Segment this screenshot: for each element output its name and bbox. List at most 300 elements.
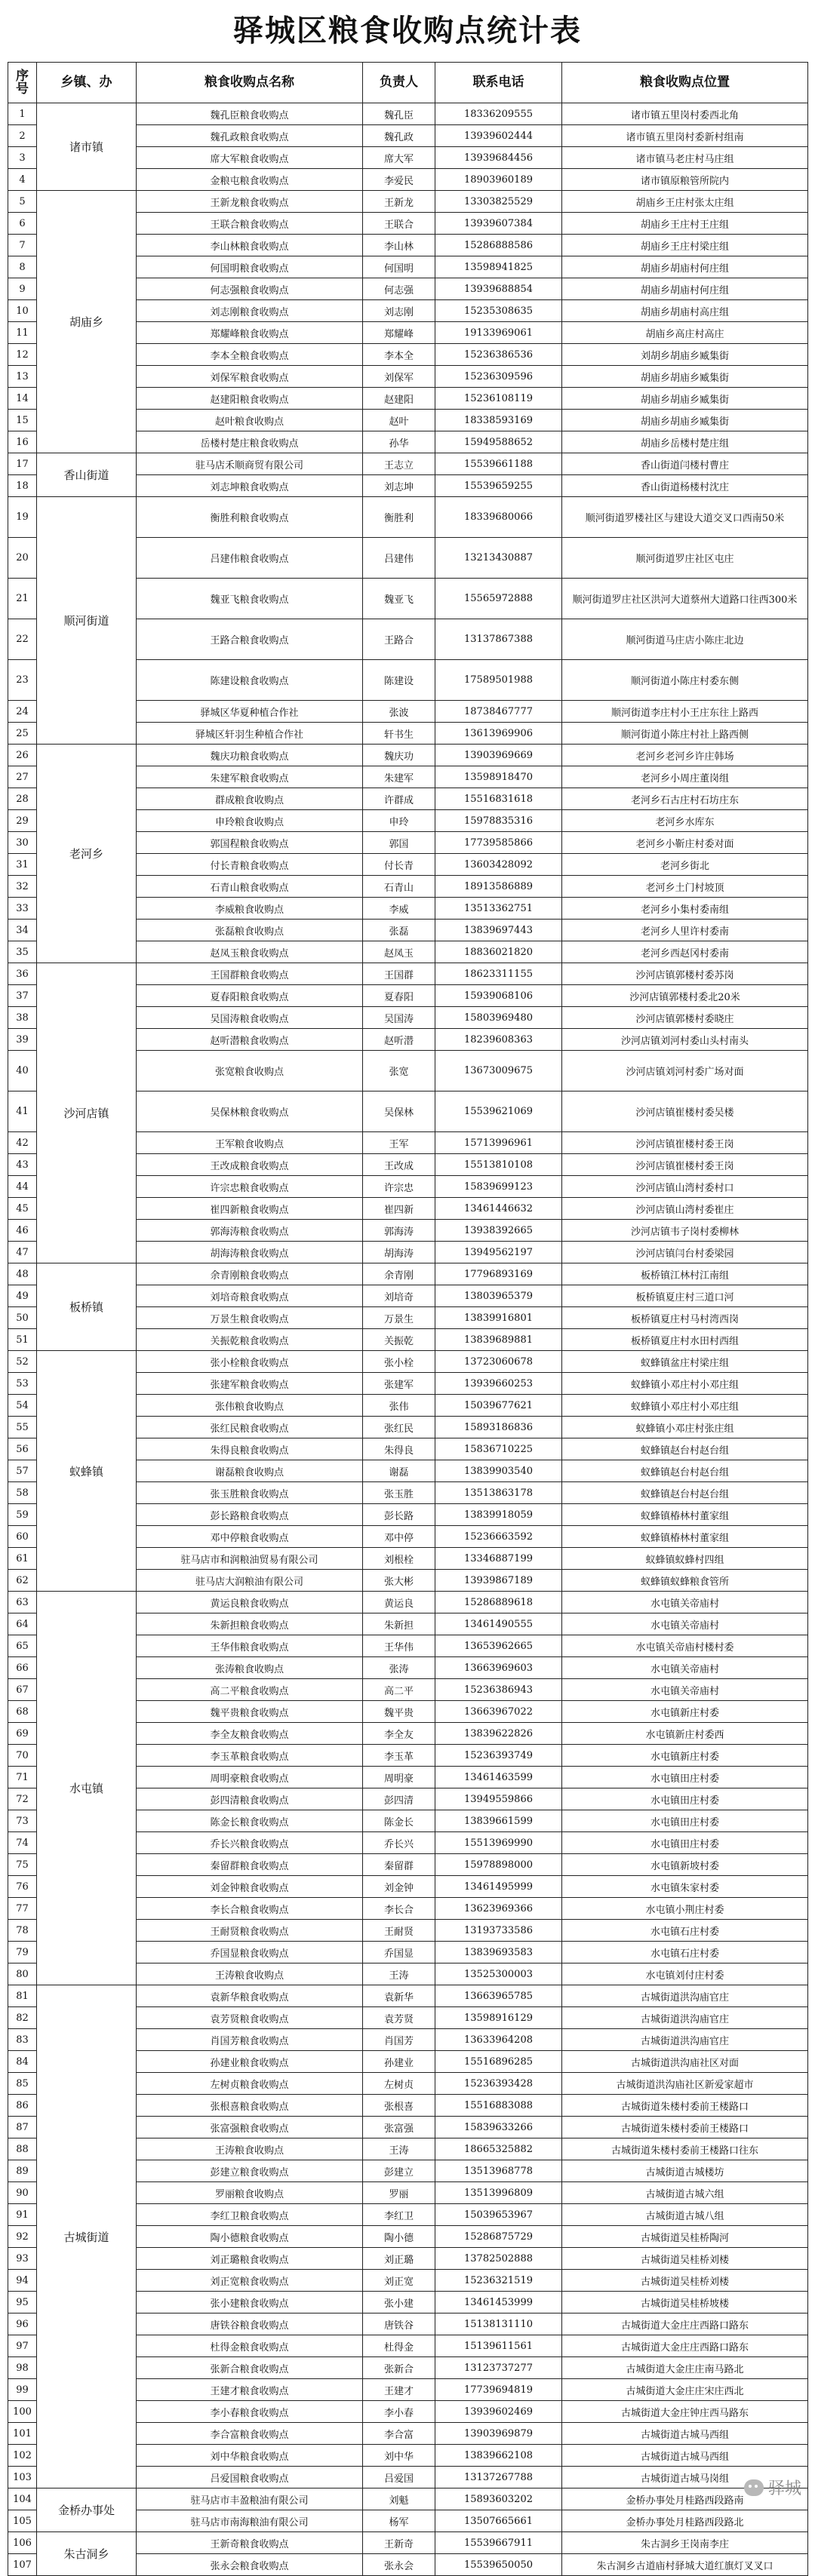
cell-name: 张红民粮食收购点 — [137, 1417, 363, 1438]
cell-phone: 15236386943 — [435, 1679, 562, 1701]
cell-person: 唐铁谷 — [363, 2313, 435, 2335]
cell-no: 2 — [8, 125, 37, 147]
cell-name: 关振乾粮食收购点 — [137, 1329, 363, 1351]
cell-phone: 13513968778 — [435, 2160, 562, 2182]
cell-name: 彭长路粮食收购点 — [137, 1504, 363, 1526]
cell-name: 驻马店市丰盈粮油有限公司 — [137, 2488, 363, 2510]
cell-name: 刘金钟粮食收购点 — [137, 1876, 363, 1898]
cell-location: 胡庙乡胡庙村何庄组 — [562, 278, 808, 300]
cell-name: 驻马店市南海粮油有限公司 — [137, 2510, 363, 2532]
cell-name: 彭建立粮食收购点 — [137, 2160, 363, 2182]
cell-name: 张小栓粮食收购点 — [137, 1351, 363, 1373]
cell-phone: 18239608363 — [435, 1029, 562, 1051]
cell-no: 79 — [8, 1942, 37, 1963]
cell-person: 赵叶 — [363, 410, 435, 431]
cell-town: 板桥镇 — [37, 1263, 137, 1351]
cell-location: 水屯镇新坡村委 — [562, 1854, 808, 1876]
cell-name: 李全友粮食收购点 — [137, 1723, 363, 1745]
cell-location: 古城街道古城马西组 — [562, 2423, 808, 2445]
cell-no: 11 — [8, 322, 37, 344]
cell-no: 84 — [8, 2051, 37, 2073]
cell-phone: 15539621069 — [435, 1091, 562, 1132]
cell-location: 沙河店镇韦子岗村委柳林 — [562, 1220, 808, 1242]
cell-name: 张宽粮食收购点 — [137, 1051, 363, 1091]
cell-no: 25 — [8, 723, 37, 745]
cell-name: 王涛粮食收购点 — [137, 2138, 363, 2160]
cell-name: 秦留群粮食收购点 — [137, 1854, 363, 1876]
cell-phone: 15978835316 — [435, 810, 562, 832]
cell-phone: 15713996961 — [435, 1132, 562, 1154]
cell-phone: 13939602469 — [435, 2401, 562, 2423]
cell-phone: 15939068106 — [435, 985, 562, 1007]
cell-phone: 13193733586 — [435, 1920, 562, 1942]
cell-name: 乔国显粮食收购点 — [137, 1942, 363, 1963]
cell-person: 乔长兴 — [363, 1832, 435, 1854]
cell-no: 46 — [8, 1220, 37, 1242]
cell-name: 魏孔臣粮食收购点 — [137, 103, 363, 125]
cell-town: 香山街道 — [37, 453, 137, 497]
cell-no: 51 — [8, 1329, 37, 1351]
cell-phone: 13839693583 — [435, 1942, 562, 1963]
cell-location: 古城街道朱楼村委前王楼路口 — [562, 2095, 808, 2117]
cell-town: 胡庙乡 — [37, 191, 137, 453]
cell-phone: 13938392665 — [435, 1220, 562, 1242]
cell-phone: 15236321519 — [435, 2270, 562, 2292]
cell-no: 69 — [8, 1723, 37, 1745]
cell-no: 97 — [8, 2335, 37, 2357]
cell-location: 老河乡街北 — [562, 854, 808, 876]
cell-person: 崔四新 — [363, 1198, 435, 1220]
cell-name: 付长青粮食收购点 — [137, 854, 363, 876]
cell-phone: 15286875729 — [435, 2226, 562, 2248]
cell-no: 32 — [8, 876, 37, 898]
cell-person: 邓中停 — [363, 1526, 435, 1548]
cell-phone: 13782502888 — [435, 2248, 562, 2270]
cell-person: 杜得金 — [363, 2335, 435, 2357]
cell-phone: 15286889618 — [435, 1592, 562, 1613]
cell-name: 群成粮食收购点 — [137, 788, 363, 810]
cell-no: 49 — [8, 1285, 37, 1307]
cell-no: 88 — [8, 2138, 37, 2160]
cell-phone: 15236386536 — [435, 344, 562, 366]
cell-location: 沙河店镇崔楼村委王岗 — [562, 1132, 808, 1154]
cell-person: 万景生 — [363, 1307, 435, 1329]
cell-location: 蚁蜂镇椿林村董家组 — [562, 1504, 808, 1526]
cell-person: 张磊 — [363, 920, 435, 941]
cell-name: 余青刚粮食收购点 — [137, 1263, 363, 1285]
cell-name: 陶小德粮食收购点 — [137, 2226, 363, 2248]
cell-no: 66 — [8, 1657, 37, 1679]
cell-phone: 15039653967 — [435, 2204, 562, 2226]
cell-person: 朱新担 — [363, 1613, 435, 1635]
cell-name: 朱新担粮食收购点 — [137, 1613, 363, 1635]
cell-person: 肖国芳 — [363, 2029, 435, 2051]
cell-location: 胡庙乡高庄村高庄 — [562, 322, 808, 344]
cell-location: 沙河店镇刘河村委广场对面 — [562, 1051, 808, 1091]
cell-person: 申玲 — [363, 810, 435, 832]
cell-person: 秦留群 — [363, 1854, 435, 1876]
cell-phone: 18913586889 — [435, 876, 562, 898]
wechat-icon — [744, 2479, 764, 2496]
cell-person: 张新合 — [363, 2357, 435, 2379]
cell-no: 76 — [8, 1876, 37, 1898]
table-row — [8, 103, 808, 125]
cell-person: 刘保军 — [363, 366, 435, 388]
cell-name: 左树贞粮食收购点 — [137, 2073, 363, 2095]
cell-phone: 15839699123 — [435, 1176, 562, 1198]
cell-location: 胡庙乡王庄村张太庄组 — [562, 191, 808, 213]
cell-phone: 13803965379 — [435, 1285, 562, 1307]
cell-phone: 13461446632 — [435, 1198, 562, 1220]
cell-location: 老河乡人里许村委南 — [562, 920, 808, 941]
cell-person: 赵建阳 — [363, 388, 435, 410]
cell-name: 驻马店禾顺商贸有限公司 — [137, 453, 363, 475]
cell-name: 胡海涛粮食收购点 — [137, 1242, 363, 1263]
cell-person: 李本全 — [363, 344, 435, 366]
cell-phone: 13137867388 — [435, 619, 562, 660]
cell-name: 王建才粮食收购点 — [137, 2379, 363, 2401]
cell-phone: 13839689881 — [435, 1329, 562, 1351]
cell-phone: 18338593169 — [435, 410, 562, 431]
cell-phone: 13123737277 — [435, 2357, 562, 2379]
cell-phone: 13603428092 — [435, 854, 562, 876]
cell-location: 古城街道大金庄庄南马路北 — [562, 2357, 808, 2379]
cell-phone: 15539667911 — [435, 2532, 562, 2554]
cell-location: 古城街道吴桂桥刘楼 — [562, 2248, 808, 2270]
cell-phone: 15539659255 — [435, 475, 562, 497]
cell-person: 王国群 — [363, 963, 435, 985]
cell-phone: 15236663592 — [435, 1526, 562, 1548]
cell-phone: 13663967022 — [435, 1701, 562, 1723]
cell-no: 48 — [8, 1263, 37, 1285]
cell-location: 水屯镇田庄村委 — [562, 1788, 808, 1810]
cell-phone: 15516896285 — [435, 2051, 562, 2073]
cell-no: 90 — [8, 2182, 37, 2204]
cell-location: 老河乡西赵冈村委南 — [562, 941, 808, 963]
cell-phone: 13213430887 — [435, 538, 562, 579]
cell-phone: 13137267788 — [435, 2467, 562, 2488]
cell-location: 蚁蜂镇小邓庄村张庄组 — [562, 1417, 808, 1438]
cell-phone: 13525300003 — [435, 1963, 562, 1985]
cell-name: 何志强粮食收购点 — [137, 278, 363, 300]
cell-name: 张建军粮食收购点 — [137, 1373, 363, 1395]
cell-location: 板桥镇夏庄村水田村西组 — [562, 1329, 808, 1351]
cell-location: 诸市镇马老庄村马庄组 — [562, 147, 808, 169]
cell-person: 王建才 — [363, 2379, 435, 2401]
cell-phone: 15236393749 — [435, 1745, 562, 1767]
cell-name: 刘志刚粮食收购点 — [137, 300, 363, 322]
cell-person: 李全友 — [363, 1723, 435, 1745]
cell-location: 蚁蜂镇蚁蜂村四组 — [562, 1548, 808, 1570]
cell-phone: 15236309596 — [435, 366, 562, 388]
cell-location: 老河乡老河乡许庄韩场 — [562, 745, 808, 766]
cell-name: 石青山粮食收购点 — [137, 876, 363, 898]
cell-person: 魏亚飞 — [363, 579, 435, 619]
cell-town: 蚁蜂镇 — [37, 1351, 137, 1592]
cell-no: 54 — [8, 1395, 37, 1417]
cell-location: 老河乡小周庄董岗组 — [562, 766, 808, 788]
cell-name: 张磊粮食收购点 — [137, 920, 363, 941]
cell-name: 魏亚飞粮食收购点 — [137, 579, 363, 619]
cell-location: 朱古洞乡王岗南李庄 — [562, 2532, 808, 2554]
cell-no: 74 — [8, 1832, 37, 1854]
cell-phone: 13461453999 — [435, 2292, 562, 2313]
cell-person: 张玉胜 — [363, 1482, 435, 1504]
cell-phone: 15836710225 — [435, 1438, 562, 1460]
cell-no: 57 — [8, 1460, 37, 1482]
cell-no: 10 — [8, 300, 37, 322]
cell-location: 古城街道吴桂桥坡楼 — [562, 2292, 808, 2313]
cell-person: 李爱民 — [363, 169, 435, 191]
header-no: 序号 — [8, 63, 37, 103]
cell-phone: 17739585866 — [435, 832, 562, 854]
cell-person: 刘根栓 — [363, 1548, 435, 1570]
cell-location: 顺河街道罗庄社区屯庄 — [562, 538, 808, 579]
cell-phone: 15893603202 — [435, 2488, 562, 2510]
cell-name: 郭海涛粮食收购点 — [137, 1220, 363, 1242]
cell-location: 古城街道大金庄庄西路口路东 — [562, 2335, 808, 2357]
cell-location: 沙河店镇闫台村委梁园 — [562, 1242, 808, 1263]
cell-person: 魏平贵 — [363, 1701, 435, 1723]
cell-no: 42 — [8, 1132, 37, 1154]
cell-no: 63 — [8, 1592, 37, 1613]
cell-location: 蚁蜂镇椿林村董家组 — [562, 1526, 808, 1548]
cell-location: 蚁蜂镇小邓庄村小邓庄组 — [562, 1395, 808, 1417]
cell-town: 古城街道 — [37, 1985, 137, 2488]
cell-no: 28 — [8, 788, 37, 810]
cell-name: 刘培奇粮食收购点 — [137, 1285, 363, 1307]
cell-phone: 18665325882 — [435, 2138, 562, 2160]
cell-name: 孙建业粮食收购点 — [137, 2051, 363, 2073]
cell-location: 蚁蜂镇赵台村赵台组 — [562, 1482, 808, 1504]
cell-person: 孙华 — [363, 431, 435, 453]
cell-phone: 13903969669 — [435, 745, 562, 766]
cell-phone: 13513863178 — [435, 1482, 562, 1504]
cell-person: 左树贞 — [363, 2073, 435, 2095]
cell-phone: 17739694819 — [435, 2379, 562, 2401]
cell-location: 香山街道杨楼村沈庄 — [562, 475, 808, 497]
cell-location: 水屯镇关帝庙村 — [562, 1679, 808, 1701]
cell-person: 张永会 — [363, 2554, 435, 2576]
cell-no: 14 — [8, 388, 37, 410]
cell-no: 92 — [8, 2226, 37, 2248]
cell-person: 张波 — [363, 701, 435, 723]
cell-no: 50 — [8, 1307, 37, 1329]
cell-name: 袁新华粮食收购点 — [137, 1985, 363, 2007]
cell-name: 崔四新粮食收购点 — [137, 1198, 363, 1220]
cell-phone: 13653962665 — [435, 1635, 562, 1657]
cell-phone: 13839918059 — [435, 1504, 562, 1526]
cell-location: 胡庙乡胡庙村高庄组 — [562, 300, 808, 322]
cell-location: 胡庙乡胡庙乡臧集街 — [562, 388, 808, 410]
cell-person: 彭建立 — [363, 2160, 435, 2182]
cell-location: 金桥办事处月桂路西段路北 — [562, 2510, 808, 2532]
cell-no: 44 — [8, 1176, 37, 1198]
cell-phone: 13839662108 — [435, 2445, 562, 2467]
cell-name: 袁芳贤粮食收购点 — [137, 2007, 363, 2029]
cell-location: 水屯镇石庄村委 — [562, 1920, 808, 1942]
cell-no: 61 — [8, 1548, 37, 1570]
cell-name: 刘正璐粮食收购点 — [137, 2248, 363, 2270]
cell-name: 刘正宽粮食收购点 — [137, 2270, 363, 2292]
cell-no: 8 — [8, 256, 37, 278]
cell-name: 王路合粮食收购点 — [137, 619, 363, 660]
cell-no: 33 — [8, 898, 37, 920]
cell-location: 沙河店镇山湾村委崔庄 — [562, 1198, 808, 1220]
cell-location: 胡庙乡岳楼村楚庄组 — [562, 431, 808, 453]
table-body — [8, 103, 808, 2576]
cell-phone: 13939684456 — [435, 147, 562, 169]
cell-location: 水屯镇新庄村委 — [562, 1745, 808, 1767]
cell-phone: 17589501988 — [435, 660, 562, 701]
cell-location: 蚁蜂镇赵台村赵台组 — [562, 1438, 808, 1460]
cell-phone: 15893186836 — [435, 1417, 562, 1438]
cell-no: 73 — [8, 1810, 37, 1832]
cell-name: 岳楼村楚庄粮食收购点 — [137, 431, 363, 453]
cell-person: 刘中华 — [363, 2445, 435, 2467]
cell-location: 胡庙乡王庄村王庄组 — [562, 213, 808, 235]
cell-phone: 18623311155 — [435, 963, 562, 985]
cell-phone: 13663969603 — [435, 1657, 562, 1679]
cell-no: 56 — [8, 1438, 37, 1460]
cell-no: 41 — [8, 1091, 37, 1132]
cell-no: 81 — [8, 1985, 37, 2007]
page-title: 驿城区粮食收购点统计表 — [233, 14, 582, 48]
cell-no: 31 — [8, 854, 37, 876]
cell-name: 李威粮食收购点 — [137, 898, 363, 920]
cell-no: 86 — [8, 2095, 37, 2117]
cell-person: 周明豪 — [363, 1767, 435, 1788]
cell-no: 104 — [8, 2488, 37, 2510]
cell-name: 张玉胜粮食收购点 — [137, 1482, 363, 1504]
cell-name: 金粮屯粮食收购点 — [137, 169, 363, 191]
cell-location: 水屯镇朱家村委 — [562, 1876, 808, 1898]
cell-no: 27 — [8, 766, 37, 788]
cell-no: 52 — [8, 1351, 37, 1373]
cell-person: 李合富 — [363, 2423, 435, 2445]
table-row — [8, 1351, 808, 1373]
cell-phone: 15236393428 — [435, 2073, 562, 2095]
cell-location: 诸市镇原粮管所院内 — [562, 169, 808, 191]
cell-location: 古城街道洪沟庙社区新爱家超市 — [562, 2073, 808, 2095]
cell-name: 黄运良粮食收购点 — [137, 1592, 363, 1613]
cell-person: 李长合 — [363, 1898, 435, 1920]
watermark-text: 驿城 — [767, 2479, 801, 2498]
cell-person: 付长青 — [363, 854, 435, 876]
cell-name: 罗丽粮食收购点 — [137, 2182, 363, 2204]
cell-phone: 15513810108 — [435, 1154, 562, 1176]
table-row — [8, 745, 808, 766]
cell-no: 36 — [8, 963, 37, 985]
table-header-row — [8, 63, 808, 103]
cell-name: 张涛粮食收购点 — [137, 1657, 363, 1679]
cell-phone: 15539661188 — [435, 453, 562, 475]
cell-phone: 15138131110 — [435, 2313, 562, 2335]
cell-phone: 18738467777 — [435, 701, 562, 723]
cell-town: 顺河街道 — [37, 497, 137, 745]
cell-phone: 18903960189 — [435, 169, 562, 191]
cell-person: 张红民 — [363, 1417, 435, 1438]
cell-no: 35 — [8, 941, 37, 963]
cell-phone: 13839622826 — [435, 1723, 562, 1745]
cell-no: 91 — [8, 2204, 37, 2226]
cell-phone: 13598916129 — [435, 2007, 562, 2029]
cell-name: 驻马店大润粮油有限公司 — [137, 1570, 363, 1592]
cell-person: 罗丽 — [363, 2182, 435, 2204]
cell-no: 78 — [8, 1920, 37, 1942]
cell-location: 水屯镇田庄村委 — [562, 1832, 808, 1854]
cell-location: 水屯镇刘付庄村委 — [562, 1963, 808, 1985]
cell-person: 王涛 — [363, 2138, 435, 2160]
cell-person: 吴保林 — [363, 1091, 435, 1132]
cell-person: 彭四清 — [363, 1788, 435, 1810]
cell-location: 胡庙乡胡庙乡臧集街 — [562, 366, 808, 388]
cell-no: 7 — [8, 235, 37, 256]
cell-name: 李长合粮食收购点 — [137, 1898, 363, 1920]
cell-phone: 13949559866 — [435, 1788, 562, 1810]
cell-person: 王华伟 — [363, 1635, 435, 1657]
cell-location: 顺河街道罗庄社区洪河大道蔡州大道路口往西300米 — [562, 579, 808, 619]
header-phone: 联系电话 — [435, 63, 562, 103]
cell-name: 张小建粮食收购点 — [137, 2292, 363, 2313]
cell-name: 李山林粮食收购点 — [137, 235, 363, 256]
cell-location: 水屯镇关帝庙村楼村委 — [562, 1635, 808, 1657]
cell-person: 刘金钟 — [363, 1876, 435, 1898]
cell-location: 香山街道闫楼村曹庄 — [562, 453, 808, 475]
cell-no: 20 — [8, 538, 37, 579]
cell-location: 水屯镇新庄村委西 — [562, 1723, 808, 1745]
cell-no: 18 — [8, 475, 37, 497]
cell-no: 101 — [8, 2423, 37, 2445]
cell-town: 诸市镇 — [37, 103, 137, 191]
cell-location: 水屯镇关帝庙村 — [562, 1613, 808, 1635]
cell-name: 王国群粮食收购点 — [137, 963, 363, 985]
cell-person: 刘志坤 — [363, 475, 435, 497]
cell-name: 席大军粮食收购点 — [137, 147, 363, 169]
cell-no: 34 — [8, 920, 37, 941]
cell-no: 37 — [8, 985, 37, 1007]
cell-location: 古城街道朱楼村委前王楼路口往东 — [562, 2138, 808, 2160]
cell-name: 陈建设粮食收购点 — [137, 660, 363, 701]
cell-name: 张永会粮食收购点 — [137, 2554, 363, 2576]
cell-no: 4 — [8, 169, 37, 191]
cell-no: 102 — [8, 2445, 37, 2467]
cell-location: 古城街道洪沟庙社区对面 — [562, 2051, 808, 2073]
cell-phone: 18336209555 — [435, 103, 562, 125]
cell-location: 古城街道大金庄庄宋庄西北 — [562, 2379, 808, 2401]
cell-phone: 15286888586 — [435, 235, 562, 256]
cell-town: 老河乡 — [37, 745, 137, 963]
cell-name: 赵凤玉粮食收购点 — [137, 941, 363, 963]
cell-name: 李小春粮食收购点 — [137, 2401, 363, 2423]
cell-name: 王华伟粮食收购点 — [137, 1635, 363, 1657]
cell-person: 陶小德 — [363, 2226, 435, 2248]
cell-no: 16 — [8, 431, 37, 453]
cell-no: 17 — [8, 453, 37, 475]
cell-location: 古城街道古城马西组 — [562, 2445, 808, 2467]
cell-no: 80 — [8, 1963, 37, 1985]
table-row — [8, 1263, 808, 1285]
cell-phone: 13939602444 — [435, 125, 562, 147]
cell-person: 轩书生 — [363, 723, 435, 745]
cell-no: 99 — [8, 2379, 37, 2401]
cell-person: 张富强 — [363, 2117, 435, 2138]
table-row — [8, 1985, 808, 2007]
cell-name: 魏孔政粮食收购点 — [137, 125, 363, 147]
cell-location: 朱古洞乡古道庙村驿城大道红旗灯叉叉口 — [562, 2554, 808, 2576]
cell-person: 高二平 — [363, 1679, 435, 1701]
cell-name: 李红卫粮食收购点 — [137, 2204, 363, 2226]
